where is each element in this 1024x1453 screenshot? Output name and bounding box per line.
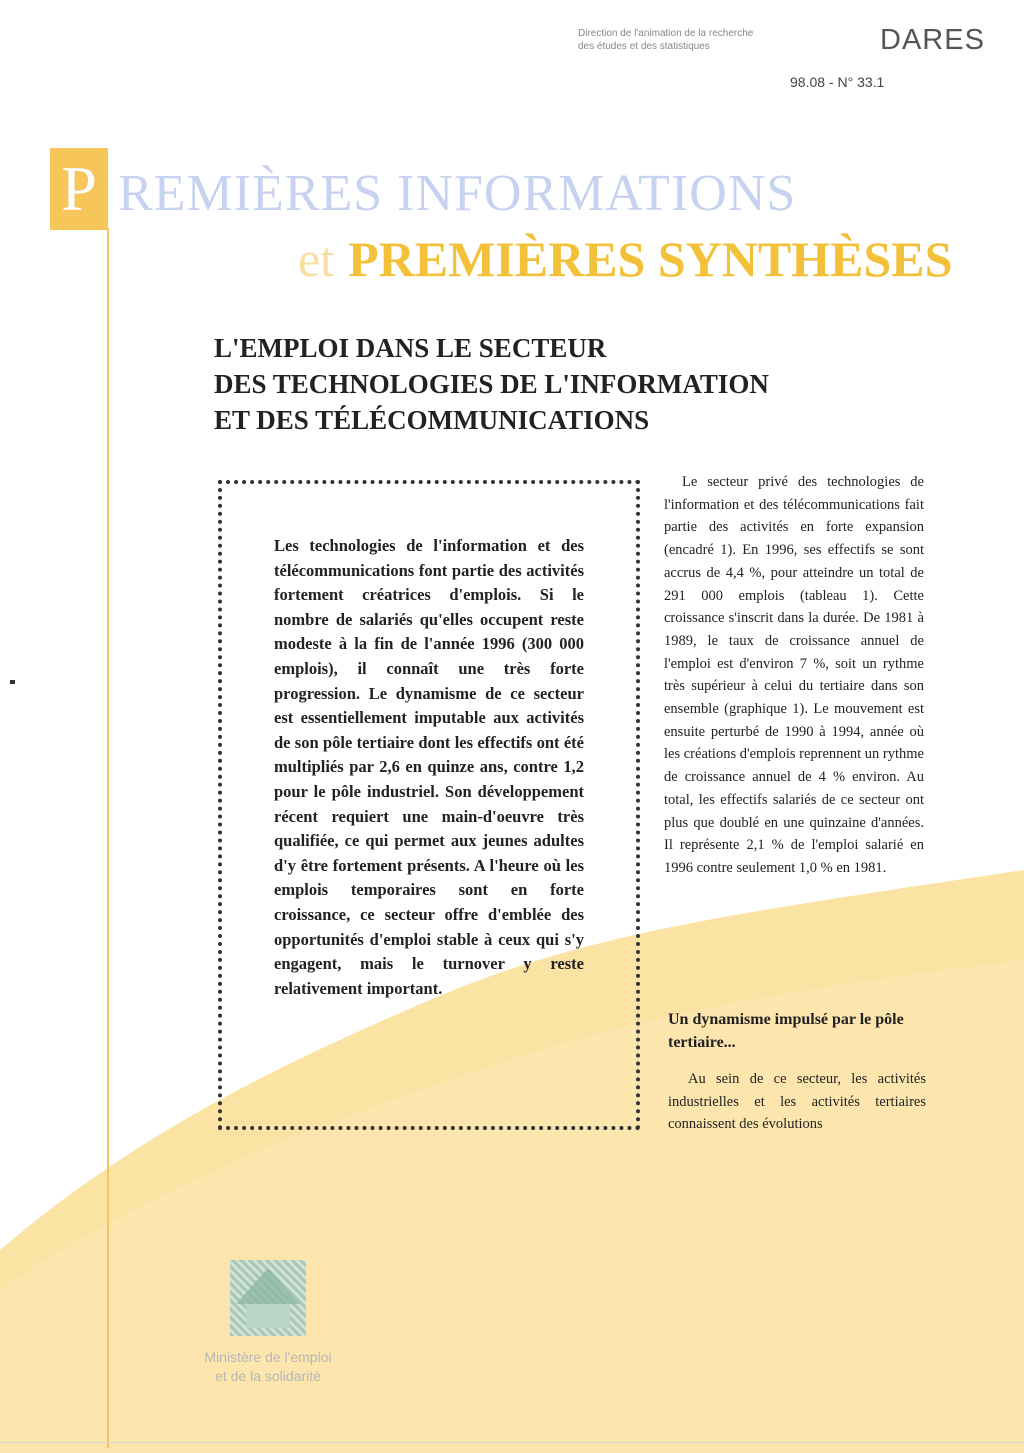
page-bottom-edge xyxy=(0,1442,1024,1443)
headline-line: DES TECHNOLOGIES DE L'INFORMATION xyxy=(214,369,769,399)
masthead-initial: P xyxy=(50,148,108,230)
ministry-logo-emblem-icon xyxy=(230,1260,306,1336)
masthead-title-line1: REMIÈRES INFORMATIONS xyxy=(118,165,797,222)
masthead-title-line2 xyxy=(298,228,952,290)
masthead-vertical-rule xyxy=(107,228,109,1448)
body-paragraph-2: Au sein de ce secteur, les activités industrielles et les activités tertiaires connaissent des évolutions xyxy=(668,1071,926,1133)
organization-name xyxy=(578,27,838,53)
body-paragraph-1: Le secteur privé des technologies de l'information et des télécommunications fait partie des activités en forte expansion (encadré 1). En 1996, ses effectifs se sont accrus de 4,4 %, pour atteindre un total de 291 000 emplois (tableau 1). Cette croissance s'inscrit dans la durée. De 1981 à 1989, le taux de croissance annuel de l'emploi est d'environ 7 %, soit un rythme très supérieur à celui du tertiaire dans son ensemble (graphique 1). Le mouvement est ensuite perturbé de 1990 à 1994, année où les créations d'emplois reprennent un rythme de croissance annuel de 4 % environ. Au total, les effectifs salariés de ce secteur ont plus que doublé en une quinzaine d'années. Il représente 2,1 % de l'emploi salarié en 1996 contre seulement 1,0 % en 1981. xyxy=(664,474,924,876)
organization-line: Direction de l'animation de la recherche xyxy=(578,28,754,39)
masthead-title-line2-text: PREMIÈRES SYNTHÈSES xyxy=(348,231,953,287)
margin-mark xyxy=(10,680,15,684)
ministry-line: Ministère de l'emploi xyxy=(204,1349,332,1365)
issue-number: 98.08 - N° 33.1 xyxy=(790,74,885,90)
brand-logo-text: DARES xyxy=(880,24,985,56)
abstract-text: Les technologies de l'information et des télécommunications font partie des activités fortement créatrices d'emplois. Si le nombre de salariés qu'elles occupent reste modeste à la fin de l'année 1996 (300 000 emplois), il connaît une très forte progression. Le dynamisme de ce secteur est essentiellement imputable aux activités de son pôle tertiaire dont les effectifs ont été multipliés par 2,6 en quinze ans, contre 1,2 pour le pôle industriel. Son développement récent requiert une main-d'oeuvre très qualifiée, ce qui permet aux jeunes adultes d'y être fortement présents. A l'heure où les emplois temporaires sont en forte croissance, ce secteur offre d'emblée des opportunités d'emploi stable à ceux qui s'y engagent, mais le turnover y reste relativement important. xyxy=(274,536,584,998)
ministry-name xyxy=(180,1348,356,1386)
article-headline xyxy=(214,330,914,438)
masthead-et: et xyxy=(298,231,335,287)
organization-line: des études et des statistiques xyxy=(578,41,710,52)
ministry-line: et de la solidarité xyxy=(215,1368,321,1384)
headline-line: L'EMPLOI DANS LE SECTEUR xyxy=(214,333,607,363)
ministry-logo xyxy=(230,1260,306,1336)
section-subheading: Un dynamisme impulsé par le pôle tertiaire... xyxy=(668,1011,904,1051)
headline-line: ET DES TÉLÉCOMMUNICATIONS xyxy=(214,405,650,435)
